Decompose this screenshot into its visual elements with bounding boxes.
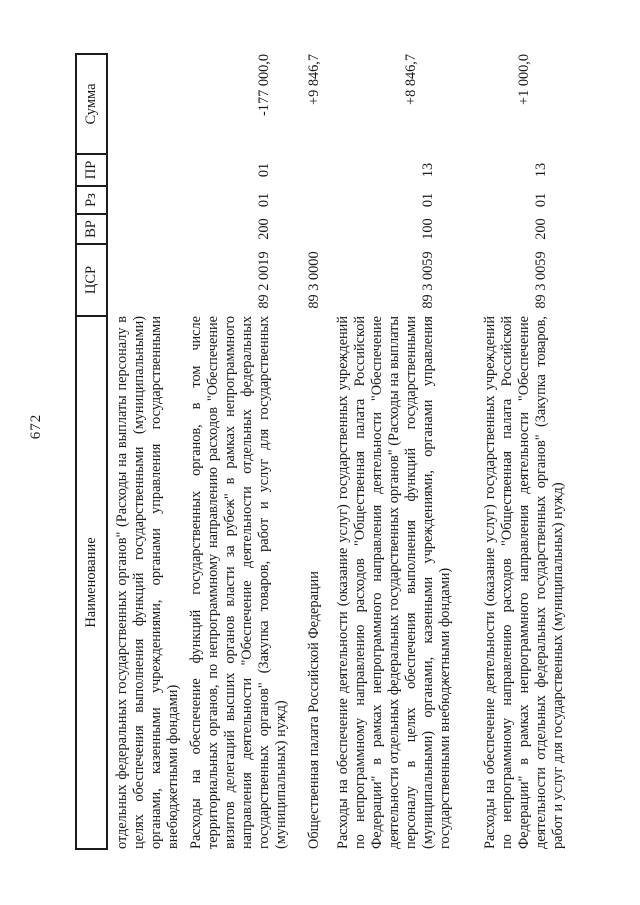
header-vr: ВР xyxy=(76,214,107,244)
row-sum: -177 000,0 xyxy=(256,54,272,116)
row-rz: 01 xyxy=(256,192,272,208)
table-header-row xyxy=(76,54,107,849)
row-sum: +9 846,7 xyxy=(306,54,322,105)
header-csr: ЦСР xyxy=(76,244,107,316)
row-rz: 01 xyxy=(533,192,549,208)
row-pr xyxy=(107,154,182,186)
table-row xyxy=(107,54,182,849)
row-sum xyxy=(107,54,182,154)
table-row xyxy=(182,54,290,849)
row-rz xyxy=(107,186,182,214)
page-number: 672 xyxy=(28,413,44,440)
row-pr xyxy=(290,154,323,186)
row-pr: 13 xyxy=(533,162,549,178)
row-name: Расходы на обеспечение деятельности (оказание услуг) государственных учреждений по непрограммному направлению расходов "Общественная палата Российской Федерации" в рамках непрограммного направления деятельности "Обеспечение деятельности отдельных федеральных государственных органов" (Расходы на выплаты персоналу в целях обеспечения выполнения функций государственными (муниципальными) органами, казенными учреждениями, органами управления государственными внебюджетными фондами) xyxy=(335,316,453,849)
row-sum: +8 846,7 xyxy=(403,54,419,105)
header-rz: Рз xyxy=(76,186,107,214)
row-sum: +1 000,0 xyxy=(516,54,532,105)
row-csr: 89 3 0059 xyxy=(533,251,549,309)
row-vr xyxy=(290,214,323,244)
row-name: Общественная палата Российской Федерации xyxy=(306,571,322,849)
header-pr: ПР xyxy=(76,154,107,186)
budget-table xyxy=(75,53,567,850)
row-vr: 100 xyxy=(420,218,436,240)
header-name: Наименование xyxy=(76,316,107,849)
table-row xyxy=(454,54,567,849)
row-rz: 01 xyxy=(420,192,436,208)
table-row xyxy=(323,54,454,849)
row-rz xyxy=(290,186,323,214)
row-name: Расходы на обеспечение деятельности (оказание услуг) государственных учреждений по непрограммному направлению расходов "Общественная палата Российской Федерации" в рамках непрограммного направления деятельности "Обеспечение деятельности отдельных федеральных государственных органов" (Закупка товаров, работ и услуг для государственных (муниципальных) нужд) xyxy=(482,316,566,849)
row-pr: 13 xyxy=(420,162,436,178)
row-csr xyxy=(107,244,182,316)
row-csr: 89 3 0059 xyxy=(420,251,436,309)
row-name: Расходы на обеспечение функций государственных органов, в том числе территориальных органов, по непрограммному направлению расходов "Обеспечение визитов делегаций высших органов власти за рубеж" в рамках непрограммного направления деятельности "Обеспечение деятельности отдельных федеральных государственных органов" (Закупка товаров, работ и услуг для государственных (муниципальных) нужд) xyxy=(188,316,289,849)
row-csr: 89 2 0019 xyxy=(256,251,272,309)
row-vr: 200 xyxy=(533,218,549,240)
row-csr: 89 3 0000 xyxy=(306,251,322,309)
row-name: отдельных федеральных государственных органов" (Расходы на выплаты персоналу в целях обеспечения выполнения функций государственными (муниципальными) органами, казенными учреждениями, органами управления государственными внебюджетными фондами) xyxy=(114,316,181,849)
header-sum: Сумма xyxy=(76,54,107,154)
row-pr: 01 xyxy=(256,162,272,178)
row-vr: 200 xyxy=(256,218,272,240)
table-row xyxy=(290,54,323,849)
row-vr xyxy=(107,214,182,244)
